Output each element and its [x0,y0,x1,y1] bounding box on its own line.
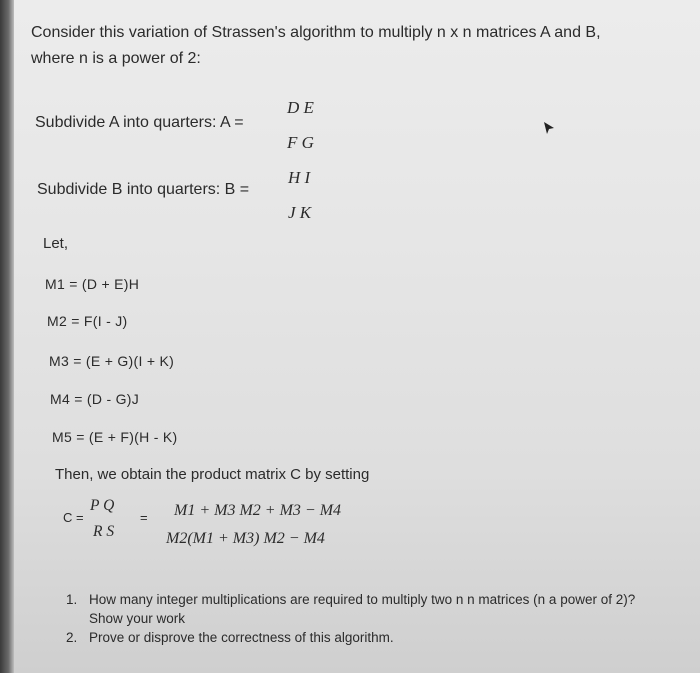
let-label: Let, [43,235,69,252]
product-row-2: M2(M1 + M3) M2 − M4 [166,530,325,547]
c-matrix-row-1: P Q [90,497,115,514]
matrix-a-row-1: D E [287,98,314,117]
definition-m5: M5 = (E + F)(H - K) [52,429,178,445]
matrix-a-row-2: F G [287,133,314,152]
matrix-b-row-2: J K [288,203,312,222]
intro-line-2: where n is a power of 2: [31,50,201,67]
question-1-text: How many integer multiplications are required to multiply two n n matrices (n a power of 2)? Show your work [89,592,636,626]
definition-m1: M1 = (D + E)H [45,276,140,292]
equals-sign: = [140,510,148,525]
c-matrix-row-2: R S [93,523,115,540]
question-1 [66,590,664,628]
then-text: Then, we obtain the product matrix C by setting [55,466,370,483]
matrix-b-row-1: H I [288,168,311,187]
definition-m3: M3 = (E + G)(I + K) [49,353,175,369]
intro-line-1: Consider this variation of Strassen's algorithm to multiply n x n matrices A and B, [31,24,601,41]
definition-m2: M2 = F(I - J) [47,313,128,329]
question-2-text: Prove or disprove the correctness of this algorithm. [89,630,394,645]
subdivide-a-label: Subdivide A into quarters: A = [35,114,244,131]
question-2 [66,628,664,647]
question-list [66,590,664,647]
question-1-number: 1. [66,592,78,607]
definition-m4: M4 = (D - G)J [50,391,140,407]
subdivide-b-label: Subdivide B into quarters: B = [37,181,250,198]
question-2-number: 2. [66,630,78,645]
c-label: C = [63,510,84,525]
page-edge-shadow [0,0,14,673]
product-row-1: M1 + M3 M2 + M3 − M4 [174,502,342,519]
